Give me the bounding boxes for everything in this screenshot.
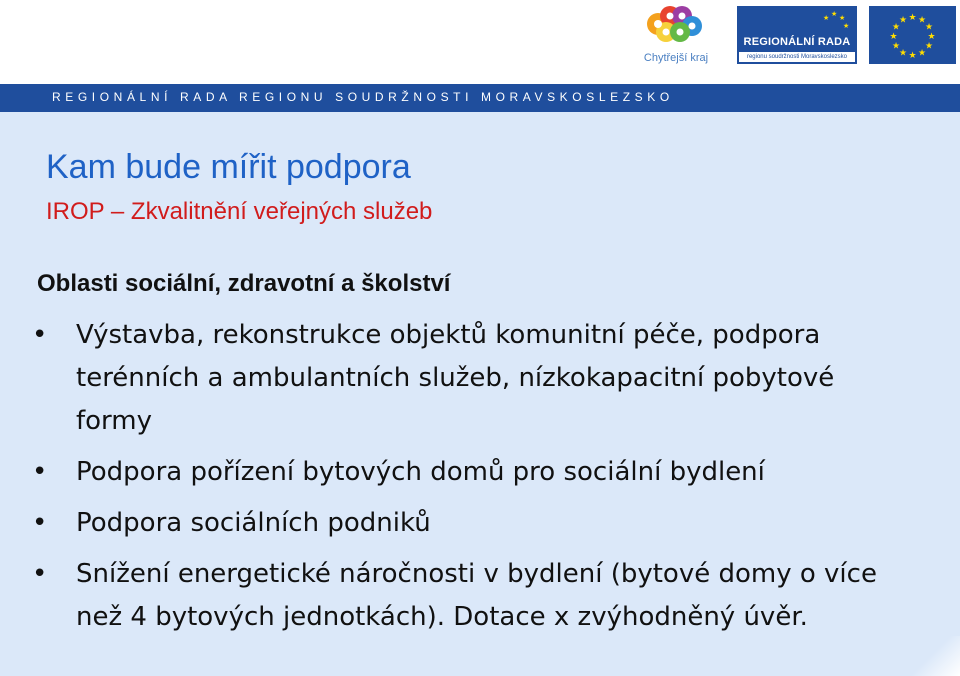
bullet-text: Snížení energetické náročnosti v bydlení (bytové domy o více než 4 bytových jednotkách). Dotace x zvýhodněný úvěr. (76, 559, 877, 632)
bullet-dot: • (32, 457, 48, 487)
section-heading: Oblasti sociální, zdravotní a školství (37, 270, 451, 297)
eu-flag (869, 6, 956, 64)
brain-gears-icon (636, 2, 716, 52)
bullet-dot: • (32, 320, 48, 350)
svg-text:★: ★ (898, 48, 908, 59)
bullet-dot: • (32, 508, 48, 538)
svg-text:★: ★ (908, 13, 917, 23)
eu-stars-icon (815, 8, 855, 36)
slide-subtitle: IROP – Zkvalitnění veřejných služeb (46, 198, 433, 225)
regionalni-rada-logo (737, 6, 857, 64)
bullet-text: Podpora pořízení bytových domů pro sociální bydlení (76, 457, 765, 487)
svg-text:★: ★ (891, 22, 901, 33)
svg-text:★: ★ (891, 41, 901, 52)
svg-text:★: ★ (924, 41, 934, 52)
svg-text:★: ★ (823, 14, 830, 22)
banner (0, 84, 960, 112)
bullet-text: Podpora sociálních podniků (76, 508, 431, 538)
logo-caption: Chytřejší kraj (643, 52, 709, 64)
svg-text:★: ★ (917, 15, 927, 26)
bullet-text: Výstavba, rekonstrukce objektů komunitní péče, podpora terénních a ambulantních služeb, nízkokapacitní pobytové formy (76, 320, 835, 436)
svg-text:★: ★ (843, 22, 850, 30)
svg-text:★: ★ (889, 32, 898, 42)
svg-text:★: ★ (927, 32, 936, 42)
chytrejsi-kraj-logo (636, 2, 716, 72)
svg-text:★: ★ (831, 10, 838, 18)
slide-title: Kam bude mířit podpora (46, 148, 411, 186)
eu-flag-icon (869, 6, 956, 64)
bullet-dot: • (32, 559, 48, 589)
svg-text:★: ★ (839, 14, 846, 22)
rada-subtitle: regionu soudržnosti Moravskoslezsko (739, 52, 855, 62)
bullet-item (32, 451, 916, 494)
svg-text:★: ★ (898, 15, 908, 26)
bullet-item (32, 314, 896, 443)
svg-text:★: ★ (908, 51, 917, 61)
header (0, 0, 960, 84)
banner-text: REGIONÁLNÍ RADA REGIONU SOUDRŽNOSTI MORAVSKOSLEZSKO (52, 90, 674, 104)
svg-text:★: ★ (917, 48, 927, 59)
svg-text:★: ★ (924, 22, 934, 33)
bullet-item (32, 502, 916, 545)
corner-fade (900, 636, 960, 676)
rada-title: REGIONÁLNÍ RADA (743, 36, 851, 48)
bullet-item (32, 553, 896, 639)
